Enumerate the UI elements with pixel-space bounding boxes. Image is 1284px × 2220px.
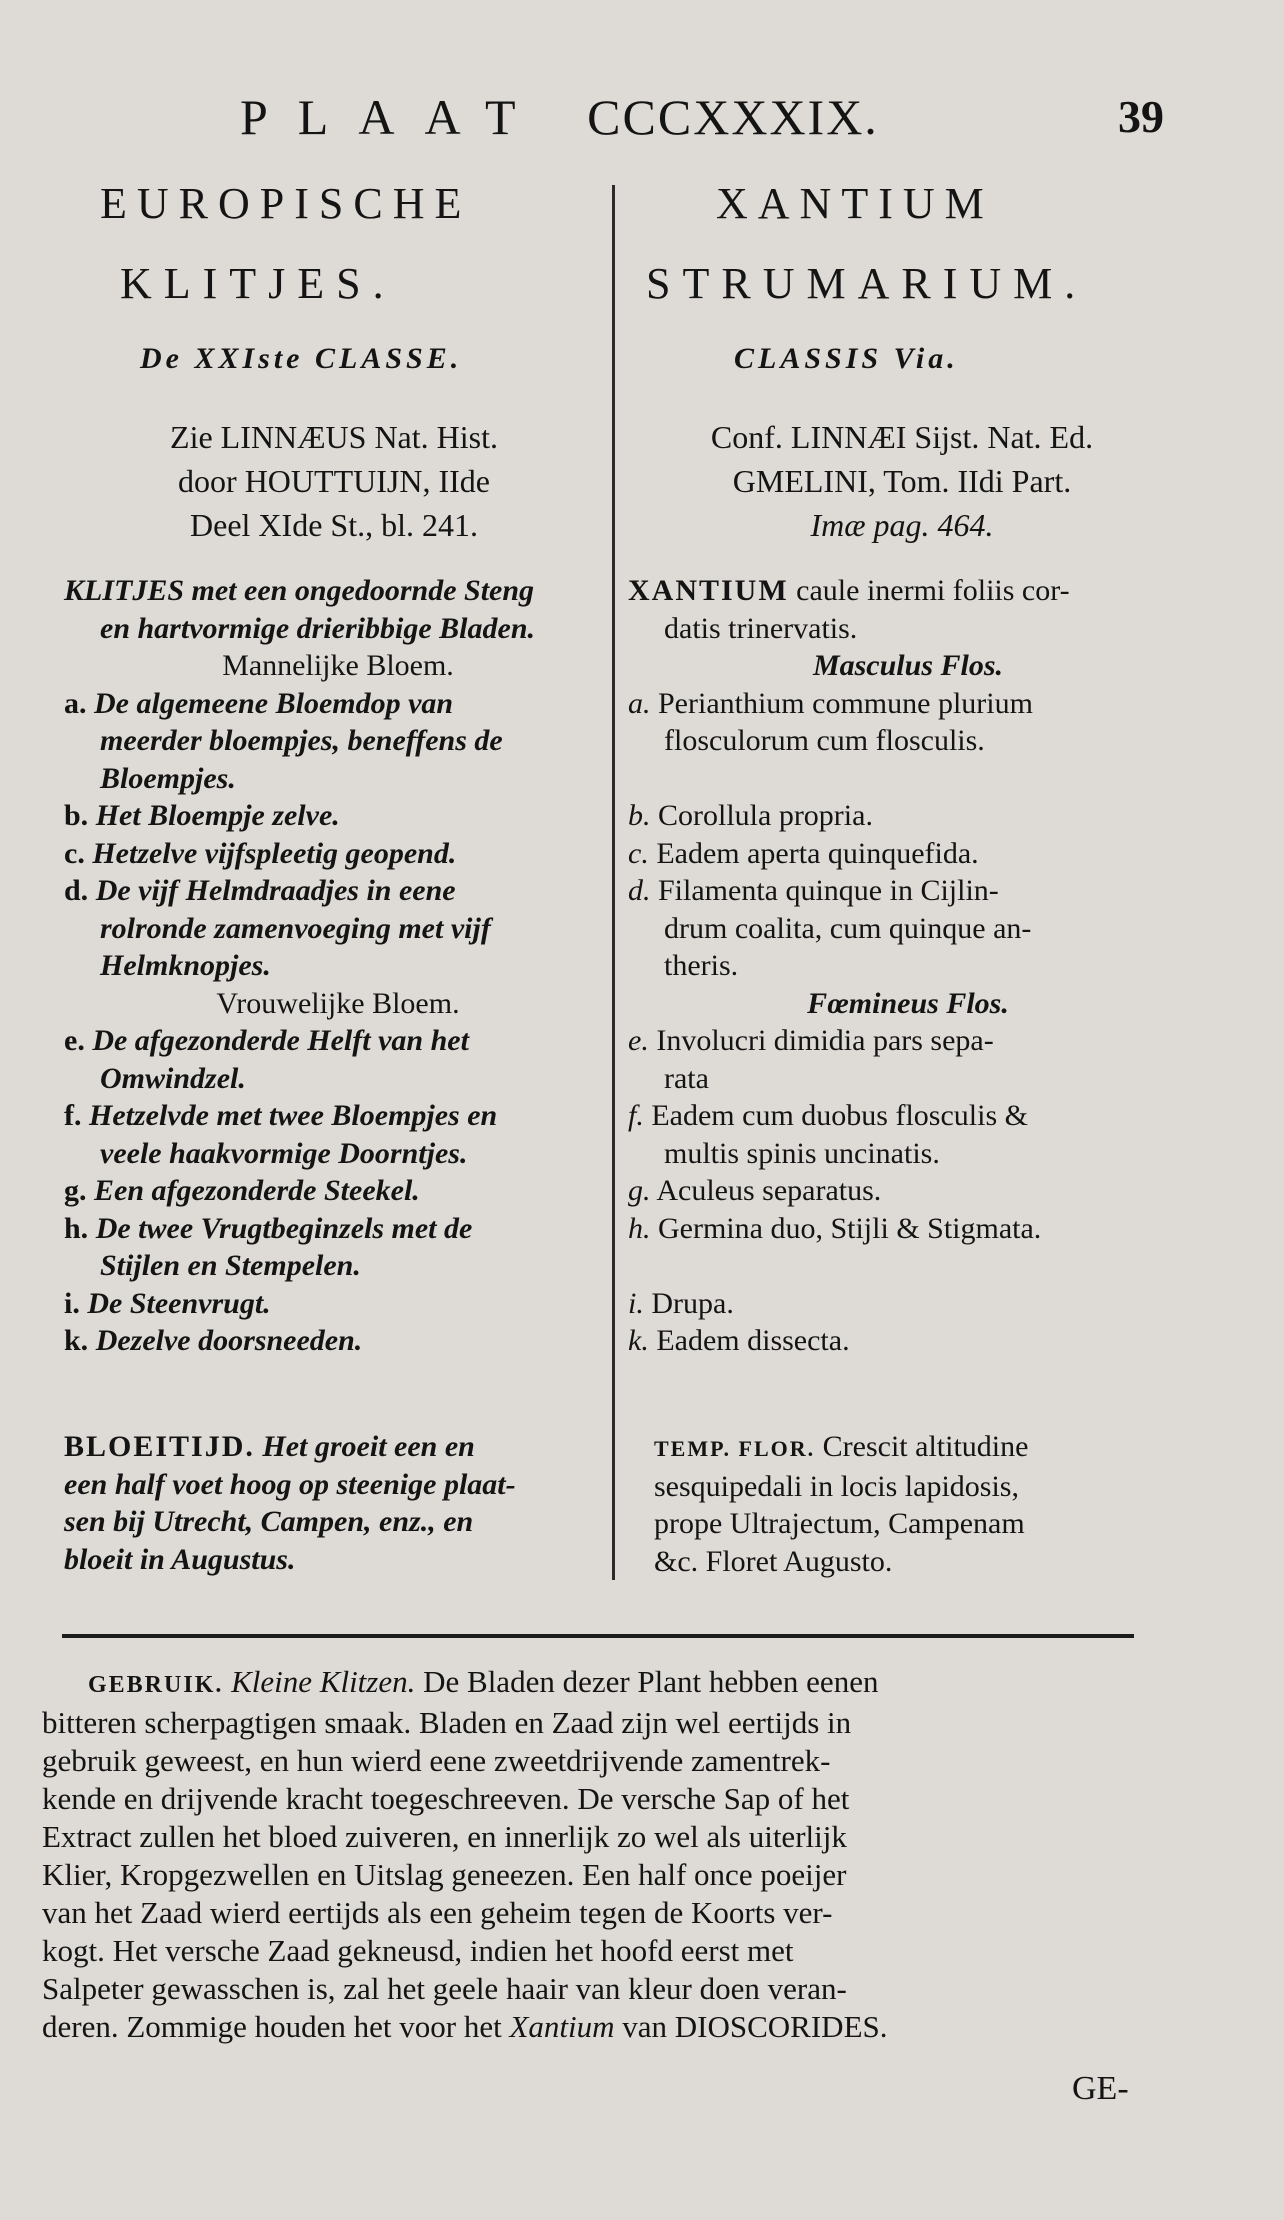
item-text: theris. [664, 949, 739, 982]
item-text: Een afgezonderde Steekel. [94, 1174, 420, 1207]
dutch-flowering [64, 1428, 612, 1578]
plate-label: PLAAT [240, 89, 545, 145]
item-letter: i. [64, 1286, 80, 1320]
item-letter: h. [64, 1211, 89, 1245]
item-text: Dezelve doorsneeden. [95, 1324, 363, 1357]
flowering-text: prope Ultrajectum, Campenam [654, 1507, 1025, 1540]
flowering-label: BLOEITIJD. [64, 1430, 255, 1463]
latin-ref-line: Conf. LINNÆI Sijst. Nat. Ed. [710, 419, 1094, 455]
item-letter: f. [64, 1099, 82, 1132]
latin-description [628, 572, 1188, 1360]
latin-ref-line: GMELINI, Tom. IIdi Part. [732, 463, 1072, 499]
dutch-male-heading: Mannelijke Bloem. [222, 649, 454, 682]
item-letter: g. [628, 1174, 651, 1207]
dutch-item [64, 1022, 612, 1097]
flowering-text: sen bij Utrecht, Campen, enz., en [64, 1505, 474, 1538]
item-text: meerder bloempjes, beneffens de [100, 724, 503, 757]
latin-item [628, 1210, 1188, 1248]
dutch-reference [60, 415, 608, 547]
page-header [0, 88, 1284, 148]
item-letter: b. [64, 799, 89, 832]
latin-item [628, 685, 1188, 798]
item-text: De Steenvrugt. [87, 1286, 271, 1320]
latin-item [628, 872, 1188, 985]
item-text: Hetzelvde met twee Bloempjes en [89, 1099, 498, 1132]
dutch-class-line: De XXIste CLASSE. [140, 342, 463, 375]
item-text: Perianthium commune plurium [658, 686, 1033, 720]
item-text: Involucri dimidia pars sepa- [656, 1024, 994, 1057]
item-text: multis spinis uncinatis. [664, 1136, 940, 1170]
item-text: Filamenta quinque in Cijlin- [658, 874, 999, 907]
latin-male-heading: Masculus Flos. [812, 649, 1004, 682]
usage-label: GEBRUIK. [88, 1672, 224, 1698]
item-text: Aculeus separatus. [656, 1174, 882, 1207]
dutch-ref-line: Zie LINNÆUS Nat. Hist. [170, 419, 498, 455]
latin-title-line2: STRUMARIUM. [646, 259, 1088, 308]
item-text: rolronde zamenvoeging met vijf [100, 911, 491, 945]
item-text: Hetzelve vijfspleetig geopend. [92, 836, 457, 870]
flowering-text: Het groeit een en [262, 1430, 475, 1463]
running-title [240, 88, 879, 146]
item-text: Helmknopjes. [100, 949, 271, 982]
item-letter: d. [64, 874, 89, 907]
item-text: flosculorum cum flosculis. [664, 724, 985, 757]
item-text: Stijlen en Stempelen. [100, 1249, 361, 1282]
item-letter: g. [64, 1174, 87, 1207]
dutch-female-heading: Vrouwelijke Bloem. [216, 986, 460, 1020]
dutch-description [64, 572, 612, 1360]
latin-desc-line: caule inermi foliis cor- [796, 574, 1070, 607]
latin-reference [622, 415, 1182, 547]
item-letter: k. [64, 1324, 89, 1357]
latin-item [628, 1322, 1188, 1360]
usage-line: Salpeter gewasschen is, zal het geele haair van kleur doen veran- [42, 1971, 847, 2006]
item-letter: e. [64, 1024, 85, 1057]
dutch-title-line2: KLITJES. [120, 259, 396, 308]
item-text: rata [664, 1061, 709, 1095]
dutch-item [64, 1172, 612, 1210]
usage-line: kogt. Het versche Zaad gekneusd, indien het hoofd eerst met [42, 1933, 794, 1968]
flowering-label: TEMP. FLOR. [654, 1436, 816, 1461]
item-text: Eadem dissecta. [656, 1324, 850, 1357]
dutch-ref-line: door HOUTTUIJN, IIde [178, 463, 490, 499]
latin-item [628, 797, 1188, 835]
item-letter: c. [628, 836, 649, 870]
dutch-item [64, 797, 612, 835]
dutch-item [64, 1210, 612, 1285]
item-letter: h. [628, 1211, 651, 1245]
item-text: De algemeene Bloemdop van [94, 686, 454, 720]
column-divider [612, 185, 615, 1580]
dutch-item [64, 1285, 612, 1323]
plate-number: CCCXXXIX. [587, 89, 879, 145]
latin-item [628, 835, 1188, 873]
item-text: Bloempjes. [100, 761, 236, 795]
latin-item [628, 1285, 1188, 1323]
page-number: 39 [1118, 91, 1164, 142]
item-text: De afgezonderde Helft van het [92, 1024, 469, 1057]
flowering-text: Crescit altitudine [822, 1430, 1029, 1463]
dutch-item [64, 835, 612, 873]
item-text: Eadem aperta quinquefida. [656, 836, 979, 870]
latin-flowering [654, 1428, 1194, 1580]
item-letter: a. [628, 686, 651, 720]
dutch-desc-line: KLITJES met een ongedoornde Steng [64, 574, 535, 607]
usage-line: deren. Zommige houden het voor het [42, 2009, 502, 2044]
dutch-title-line1: EUROPISCHE [100, 179, 472, 228]
item-text: Het Bloempje zelve. [95, 799, 340, 832]
item-letter: c. [64, 836, 85, 870]
item-text: veele haakvormige Doorntjes. [100, 1136, 468, 1170]
item-letter: i. [628, 1286, 644, 1320]
item-text: Germina duo, Stijli & Stigmata. [658, 1211, 1042, 1245]
flowering-text: sesquipedali in locis lapidosis, [654, 1469, 1019, 1503]
latin-ref-line: Imæ pag. 464. [810, 507, 994, 543]
item-text: Eadem cum duobus flosculis & [651, 1099, 1028, 1132]
item-text: Drupa. [651, 1286, 734, 1320]
item-letter: d. [628, 874, 651, 907]
usage-line: bitteren scherpagtigen smaak. Bladen en Zaad zijn wel eertijds in [42, 1705, 852, 1740]
latin-item [628, 1097, 1188, 1172]
dutch-desc-line: en hartvormige drieribbige Bladen. [100, 611, 535, 645]
usage-paragraph [42, 1663, 1172, 2046]
flowering-text: bloeit in Augustus. [64, 1542, 296, 1576]
item-letter: a. [64, 686, 87, 720]
latin-class-line: CLASSIS Via. [734, 342, 959, 375]
dutch-item [64, 685, 612, 798]
usage-line: Klier, Kropgezwellen en Uitslag geneezen. Een half once poeijer [42, 1857, 847, 1892]
usage-line: kende en drijvende kracht toegeschreeven. De versche Sap of het [42, 1781, 850, 1816]
dutch-item [64, 1322, 612, 1360]
flowering-text: een half voet hoog op steenige plaat- [64, 1467, 516, 1501]
usage-line: van het Zaad wierd eertijds als een geheim tegen de Koorts ver- [42, 1895, 833, 1930]
dutch-ref-line: Deel XIde St., bl. 241. [190, 507, 478, 543]
latin-desc-label: XANTIUM [628, 574, 789, 607]
item-letter: b. [628, 799, 651, 832]
usage-plant-name: Kleine Klitzen. [231, 1664, 416, 1699]
item-text: Corollula propria. [658, 799, 873, 832]
usage-italic-name: Xantium [509, 2009, 615, 2044]
latin-item [628, 1022, 1188, 1097]
usage-line-tail: van DIOSCORIDES. [622, 2009, 888, 2044]
item-text: De vijf Helmdraadjes in eene [95, 874, 456, 907]
dutch-item [64, 872, 612, 985]
item-letter: f. [628, 1099, 644, 1132]
catchword: GE- [1072, 2070, 1129, 2107]
latin-title-line1: XANTIUM [716, 179, 994, 228]
dutch-item [64, 1097, 612, 1172]
item-text: De twee Vrugtbeginzels met de [95, 1211, 473, 1245]
item-letter: e. [628, 1024, 649, 1057]
latin-female-heading: Fœmineus Flos. [807, 986, 1009, 1020]
item-text: Omwindzel. [100, 1061, 246, 1095]
flowering-text: &c. Floret Augusto. [654, 1544, 893, 1578]
latin-item [628, 1172, 1188, 1210]
item-text: drum coalita, cum quinque an- [664, 911, 1032, 945]
item-letter: k. [628, 1324, 649, 1357]
usage-line: gebruik geweest, en hun wierd eene zweetdrijvende zamentrek- [42, 1743, 831, 1778]
usage-line: Extract zullen het bloed zuiveren, en innerlijk zo wel als uiterlijk [42, 1819, 847, 1854]
section-rule [62, 1634, 1134, 1638]
latin-desc-line: datis trinervatis. [664, 611, 858, 645]
usage-line: De Bladen dezer Plant hebben eenen [423, 1664, 879, 1699]
